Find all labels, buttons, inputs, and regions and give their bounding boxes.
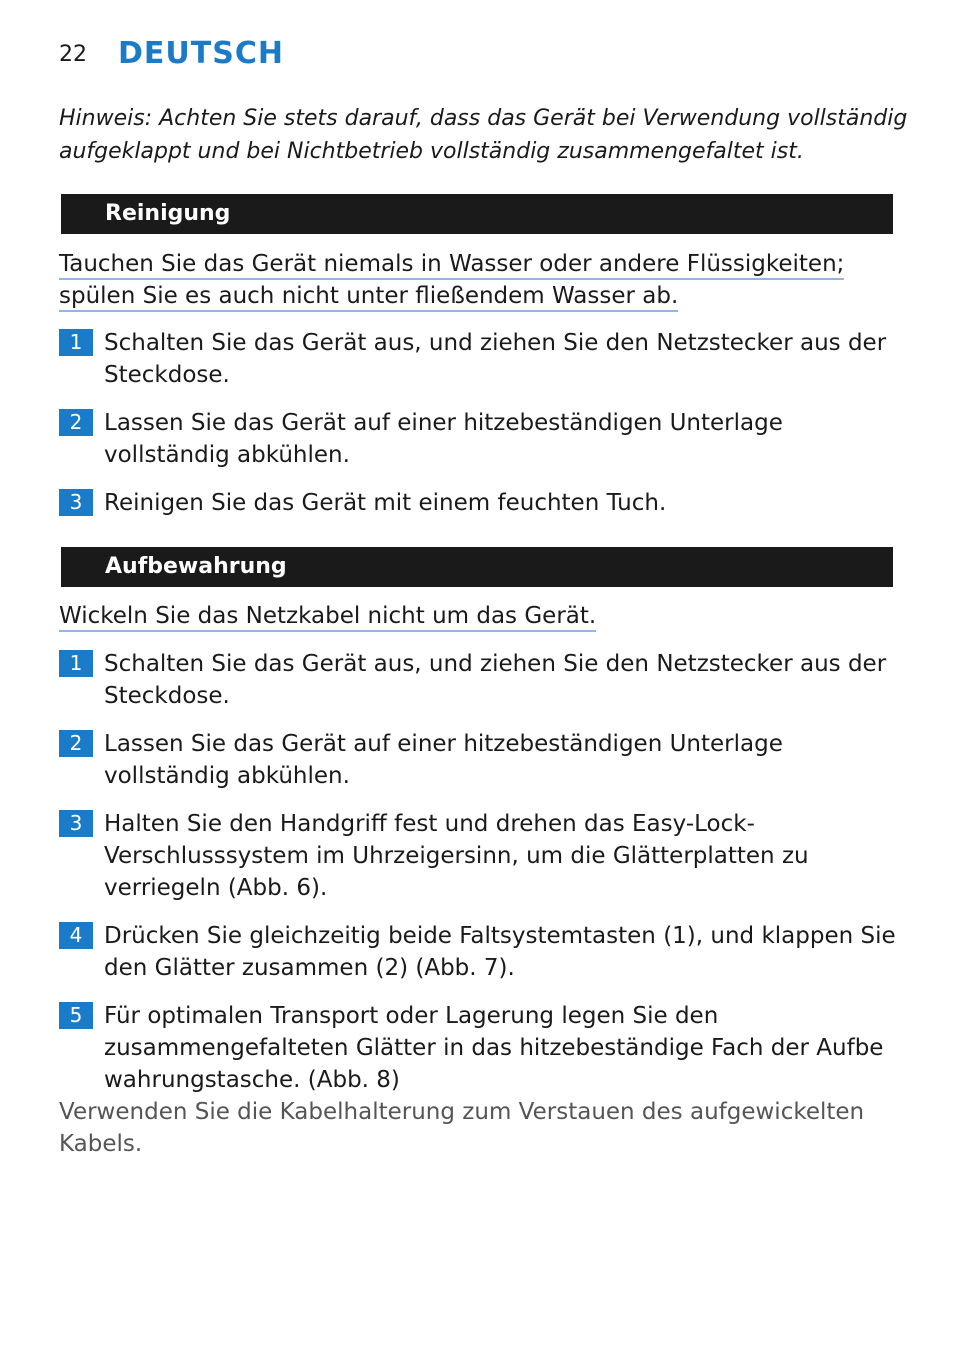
step-number: 3 xyxy=(59,810,93,837)
step-text: Schalten Sie das Gerät aus, und ziehen Sie den Netzstecker aus der Steckdose. xyxy=(104,651,887,709)
step-text: Für optimalen Transport oder Lagerung legen Sie den zusammengefalteten Glätter in das hitzebeständige Fach der Aufbe wahrungstasche. (Abb. 8) xyxy=(104,1003,884,1093)
usage-note xyxy=(59,102,908,168)
step-number: 2 xyxy=(59,409,93,436)
warning-line: Wickeln Sie das Netzkabel nicht um das Gerät. xyxy=(59,603,596,632)
step-text: Drücken Sie gleichzeitig beide Faltsystemtasten (1), und klappen Sie den Glätter zusammen (2) (Abb. 7). xyxy=(104,923,896,981)
step-text: Reinigen Sie das Gerät mit einem feuchten Tuch. xyxy=(104,490,667,516)
step-text: Lassen Sie das Gerät auf einer hitzebeständigen Unterlage vollständig abkühlen. xyxy=(104,731,783,789)
warning-line: spülen Sie es auch nicht unter fließendem Wasser ab. xyxy=(59,283,678,312)
section-heading-cleaning: Reinigung xyxy=(61,194,893,234)
step-text: Halten Sie den Handgriff fest und drehen das Easy-Lock- Verschlusssystem im Uhrzeigersinn, um die Glätterplatten zu verriegeln (Abb. 6). xyxy=(104,811,809,901)
language-heading: DEUTSCH xyxy=(118,36,284,71)
note-line: aufgeklappt und bei Nichtbetrieb vollständig zusammengefaltet ist. xyxy=(59,139,804,164)
note-line: Hinweis: Achten Sie stets darauf, dass das Gerät bei Verwendung vollständig xyxy=(59,106,908,131)
step-number: 5 xyxy=(59,1002,93,1029)
section-heading-storage: Aufbewahrung xyxy=(61,547,893,587)
step-number: 1 xyxy=(59,650,93,677)
storage-footer-note: Verwenden Sie die Kabelhalterung zum Verstauen des aufgewickelten Kabels. xyxy=(59,1099,865,1157)
step-number: 1 xyxy=(59,329,93,356)
step-number: 4 xyxy=(59,922,93,949)
step-number: 3 xyxy=(59,489,93,516)
step-text: Lassen Sie das Gerät auf einer hitzebeständigen Unterlage vollständig abkühlen. xyxy=(104,410,783,468)
warning-line: Tauchen Sie das Gerät niemals in Wasser oder andere Flüssigkeiten; xyxy=(59,251,844,280)
storage-warning xyxy=(59,600,596,632)
cleaning-warning xyxy=(59,248,844,312)
step-text: Schalten Sie das Gerät aus, und ziehen Sie den Netzstecker aus der Steckdose. xyxy=(104,330,887,388)
page-number: 22 xyxy=(59,42,87,67)
step-number: 2 xyxy=(59,730,93,757)
